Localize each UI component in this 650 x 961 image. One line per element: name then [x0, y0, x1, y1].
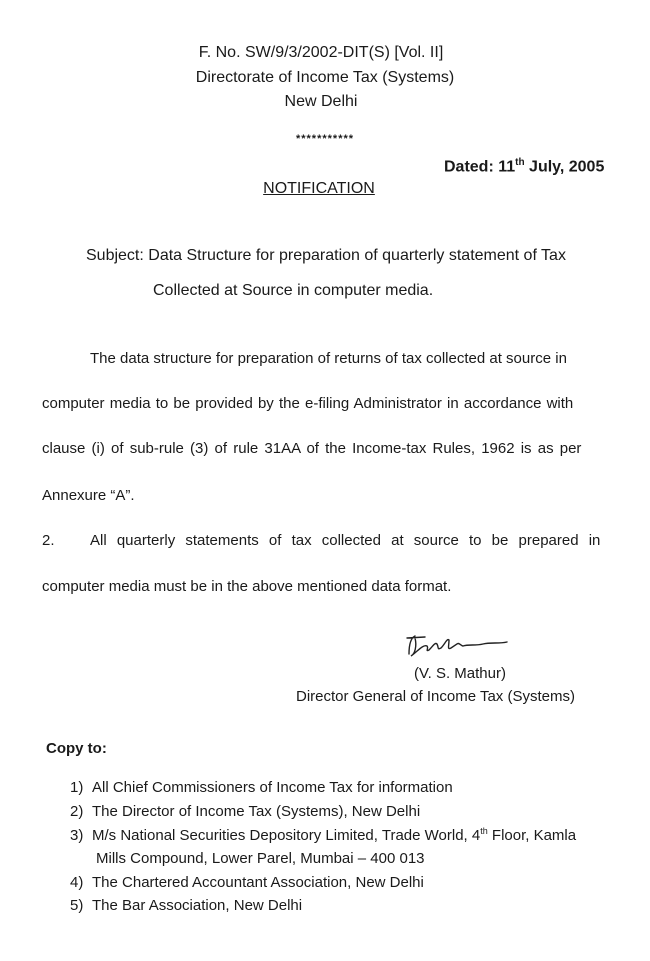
- date-line: [444, 157, 604, 176]
- separator-stars: ***********: [295, 133, 355, 145]
- date-rest: July, 2005: [524, 158, 605, 176]
- list-item-number: 1): [70, 779, 84, 796]
- date-label: Dated: 11: [444, 158, 516, 176]
- list-item-number: 2): [70, 803, 84, 820]
- paragraph2-number: 2.: [42, 532, 55, 549]
- office-name: Directorate of Income Tax (Systems): [195, 69, 455, 86]
- office-city: New Delhi: [284, 93, 358, 110]
- date-suffix: th: [515, 157, 525, 168]
- list-item: [70, 874, 424, 891]
- paragraph2-line2: computer media must be in the above mentioned data format.: [42, 578, 452, 595]
- paragraph1-line4: Annexure “A”.: [42, 487, 135, 504]
- subject-line-1: Subject: Data Structure for preparation of quarterly statement of Tax: [86, 247, 566, 264]
- list-item-number: 4): [70, 874, 84, 891]
- list-item: [70, 779, 453, 796]
- paragraph1-line3: clause (i) of sub-rule (3) of rule 31AA of the Income-tax Rules, 1962 is as per: [42, 440, 582, 457]
- list-item-text: The Chartered Accountant Association, New Delhi: [92, 874, 424, 891]
- list-item-suffix: th: [480, 826, 488, 836]
- list-item: [70, 803, 420, 820]
- signer-title: Director General of Income Tax (Systems): [296, 688, 575, 705]
- copy-to-label: Copy to:: [46, 740, 107, 757]
- list-item-text-cont: Floor, Kamla: [487, 827, 577, 844]
- list-item-continuation: Mills Compound, Lower Parel, Mumbai – 400 013: [96, 850, 425, 867]
- list-item-text: M/s National Securities Depository Limited, Trade World, 4: [92, 827, 481, 844]
- list-item: [70, 897, 302, 914]
- list-item-text: The Bar Association, New Delhi: [92, 897, 303, 914]
- paragraph1-line1: The data structure for preparation of returns of tax collected at source in: [90, 350, 567, 367]
- notification-title: NOTIFICATION: [263, 180, 375, 197]
- paragraph1-line2: computer media to be provided by the e-filing Administrator in accordance with: [42, 395, 574, 412]
- file-number: F. No. SW/9/3/2002-DIT(S) [Vol. II]: [198, 44, 444, 61]
- subject-line-2: Collected at Source in computer media.: [153, 282, 434, 299]
- signer-name: (V. S. Mathur): [414, 665, 506, 682]
- list-item-number: 5): [70, 897, 84, 914]
- paragraph2-line1: All quarterly statements of tax collected at source to be prepared in: [90, 532, 601, 549]
- list-item-number: 3): [70, 827, 84, 844]
- list-item-text: The Director of Income Tax (Systems), New Delhi: [92, 803, 421, 820]
- handwritten-signature-icon: [403, 632, 513, 662]
- list-item-text: All Chief Commissioners of Income Tax for information: [92, 779, 453, 796]
- list-item: [70, 826, 576, 844]
